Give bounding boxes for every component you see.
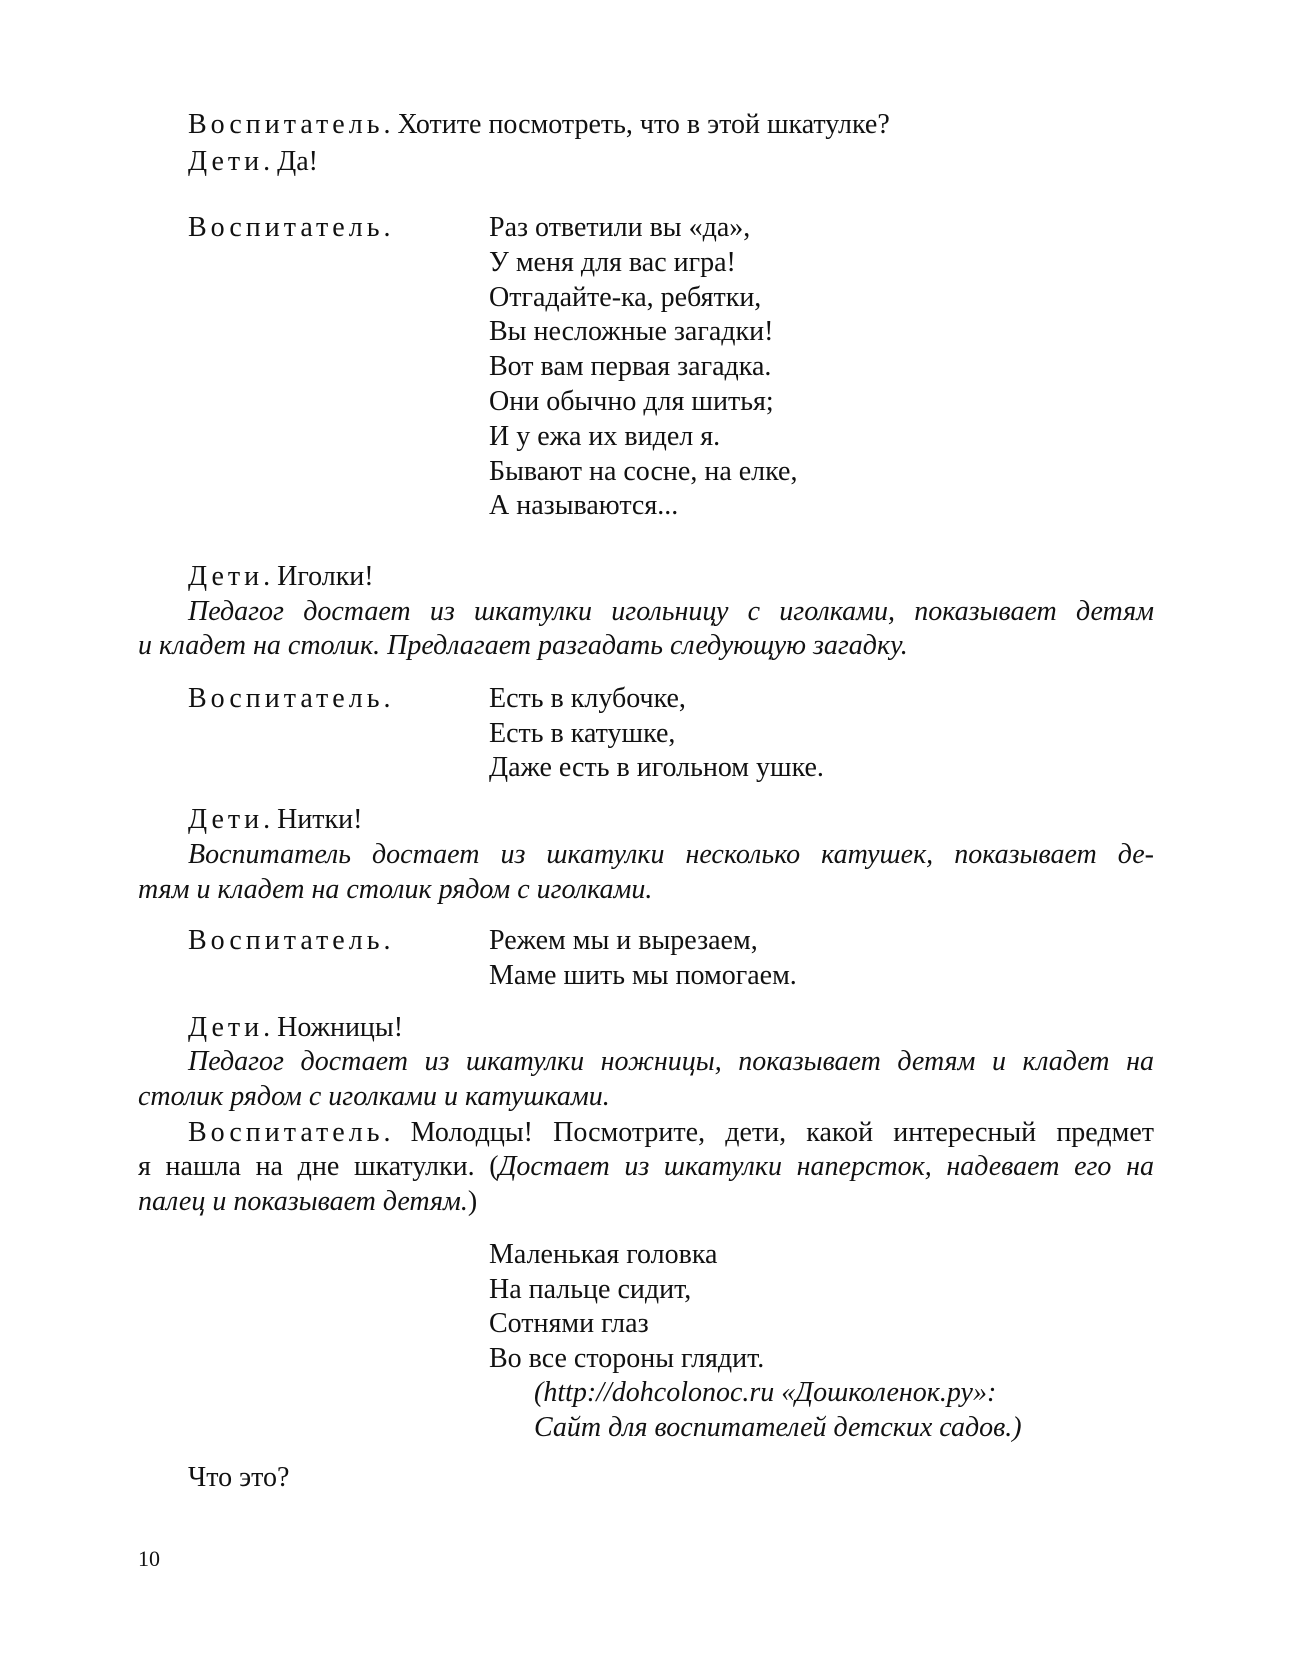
verse-line: Отгадайте-ка, ребятки,: [489, 281, 762, 313]
stage-direction: Воспитатель достает из шкатулки несколько катушек, показывает де-: [188, 839, 1154, 870]
line-text: я нашла на дне шкатулки. (: [138, 1151, 499, 1182]
line-text: Нитки!: [277, 804, 363, 835]
speaker: Дети: [188, 804, 264, 835]
stage-direction: Педагог достает из шкатулки ножницы, показывает детям и кладет на: [188, 1046, 1154, 1077]
speaker-line: Воспитатель.: [188, 925, 391, 956]
line-text: Да!: [277, 146, 318, 177]
verse-line: А называются...: [489, 490, 679, 522]
verse-line: И у ежа их видел я.: [489, 420, 721, 452]
line-text: Молодцы! Посмотрите, дети, какой интересный предмет: [410, 1117, 1154, 1148]
source-citation: Сайт для воспитателей детских садов.): [534, 1412, 1022, 1443]
line-text: ): [467, 1186, 478, 1217]
dialogue-line: [138, 1185, 1154, 1219]
speaker-line: Воспитатель.: [188, 212, 391, 243]
source-citation: (http://dohcolonoc.ru «Дошколенок.ру»:: [534, 1377, 997, 1408]
verse-line: Вот вам первая загадка.: [489, 351, 772, 383]
speaker: Воспитатель: [188, 1117, 384, 1148]
dialogue-line: Воспитатель. Молодцы! Посмотрите, дети, какой интересный предмет: [188, 1117, 1154, 1148]
speaker: Воспитатель: [188, 109, 384, 140]
stage-direction: Достает из шкатулки наперсток, надевает его на: [498, 1151, 1154, 1182]
speaker: Воспитатель: [188, 212, 384, 243]
verse-line: Маме шить мы помогаем.: [489, 959, 797, 991]
stage-direction: Педагог достает из шкатулки игольницу с иголками, показывает детям: [188, 596, 1154, 627]
speaker: Дети: [188, 561, 264, 592]
verse-line: Вы несложные загадки!: [489, 316, 774, 348]
dialogue-line: Дети. Ножницы!: [188, 1012, 404, 1043]
verse-line: Сотнями глаз: [489, 1308, 649, 1340]
question: Что это?: [188, 1462, 290, 1493]
verse-line: Раз ответили вы «да»,: [489, 212, 751, 243]
verse-line: У меня для вас игра!: [489, 246, 736, 278]
stage-direction: и кладет на столик. Предлагает разгадать следующую загадку.: [138, 630, 908, 661]
verse-line: Есть в катушке,: [489, 717, 676, 749]
line-text: Ножницы!: [277, 1012, 404, 1043]
speaker: Воспитатель: [188, 683, 384, 714]
dialogue-line: Дети. Нитки!: [188, 804, 363, 835]
verse-line: Даже есть в игольном ушке.: [489, 752, 824, 783]
speaker-line: Воспитатель.: [188, 683, 391, 714]
page-number: 10: [138, 1546, 160, 1571]
stage-direction: тям и кладет на столик рядом с иголками.: [138, 874, 653, 905]
verse-line: Они обычно для шитья;: [489, 386, 774, 417]
verse-line: Бывают на сосне, на елке,: [489, 455, 798, 487]
line-text: Хотите посмотреть, что в этой шкатулке?: [397, 109, 890, 140]
speaker: Дети: [188, 146, 264, 177]
dialogue-line: [138, 1150, 1154, 1184]
stage-direction: палец и показывает детям.: [138, 1186, 468, 1217]
speaker: Дети: [188, 1012, 264, 1043]
verse-line: Маленькая головка: [489, 1239, 718, 1270]
dialogue-line: Воспитатель. Хотите посмотреть, что в этой шкатулке?: [188, 109, 890, 140]
stage-direction: столик рядом с иголками и катушками.: [138, 1081, 610, 1112]
verse-line: Есть в клубочке,: [489, 683, 686, 714]
dialogue-line: Дети. Да!: [188, 146, 318, 177]
verse-line: На пальце сидит,: [489, 1273, 692, 1305]
verse-line: Режем мы и вырезаем,: [489, 925, 758, 956]
dialogue-line: Дети. Иголки!: [188, 561, 374, 592]
speaker: Воспитатель: [188, 925, 384, 956]
line-text: Иголки!: [277, 561, 374, 592]
verse-line: Во все стороны глядит.: [489, 1342, 765, 1374]
